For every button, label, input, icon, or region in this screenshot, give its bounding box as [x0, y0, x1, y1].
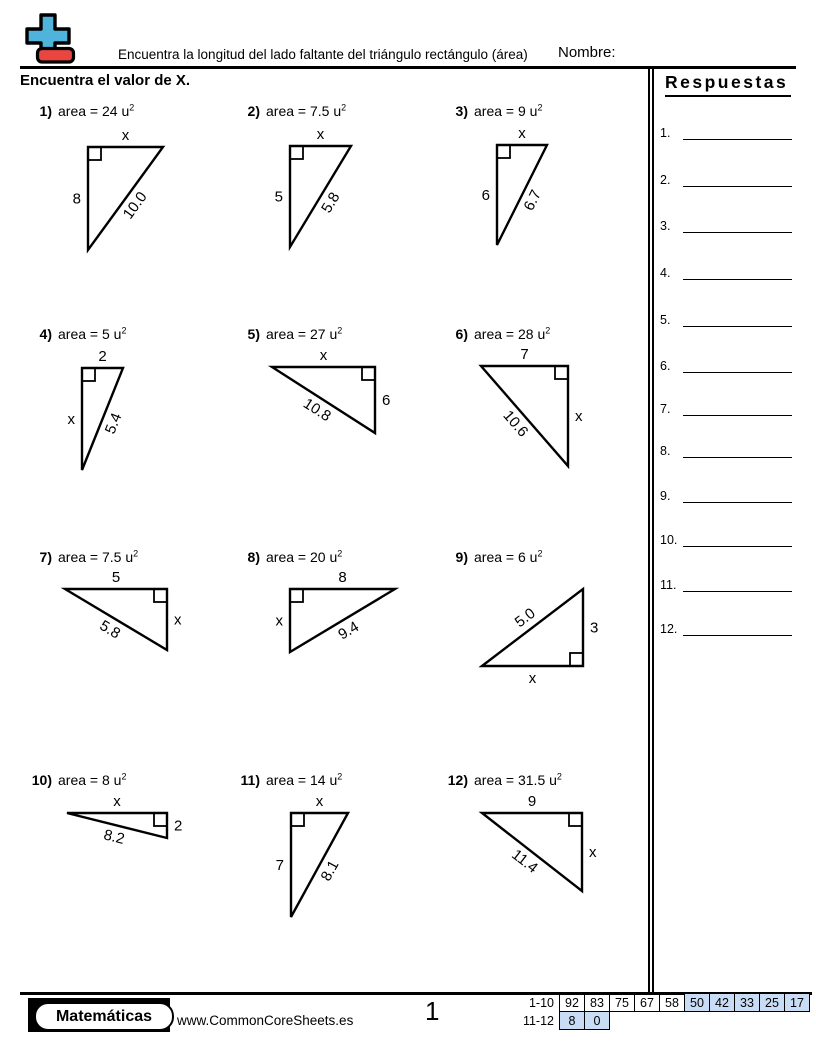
- triangle-outline: [65, 589, 167, 650]
- problem-header: [20, 771, 126, 788]
- problem-number: 6): [455, 325, 468, 342]
- score-cell: 92: [560, 994, 585, 1012]
- plus-minus-icon: [20, 11, 76, 66]
- triangle-label: x: [528, 670, 537, 687]
- triangle-label: x: [589, 844, 597, 861]
- triangle-outline: [482, 813, 582, 891]
- answers-separator: [648, 69, 654, 992]
- answer-blank-line: [683, 264, 792, 280]
- answer-number: 12.: [660, 622, 678, 636]
- answer-item: [660, 401, 792, 416]
- problem-number: 2): [247, 102, 260, 119]
- triangle-label: 8.2: [101, 826, 127, 848]
- triangle-label: x: [319, 347, 328, 364]
- answer-item: [660, 312, 792, 327]
- worksheet-title: Encuentra la longitud del lado faltante del triángulo rectángulo (área): [118, 47, 528, 62]
- triangle-label: 8: [338, 569, 347, 586]
- problem-header: [20, 102, 134, 119]
- answer-number: 3.: [660, 219, 671, 233]
- triangle-label: 5: [111, 569, 121, 586]
- problem-header: [436, 102, 542, 119]
- right-angle-marker: [569, 813, 582, 826]
- answer-number: 10.: [660, 533, 678, 547]
- triangle-label: 5.0: [511, 604, 539, 632]
- right-angle-marker: [88, 147, 101, 160]
- problem-area-text: area = 20 $u^2$: [266, 548, 343, 565]
- right-angle-marker: [290, 589, 303, 602]
- answer-number: 9.: [660, 489, 671, 503]
- problem-number: 12): [447, 771, 468, 788]
- triangle-outline: [88, 147, 163, 250]
- problem-header: [20, 325, 126, 342]
- problem-area-text: area = 14 $u^2$: [266, 771, 343, 788]
- answer-blank-line: [683, 620, 792, 636]
- right-angle-marker: [497, 145, 510, 158]
- triangle-label: 5: [274, 188, 283, 206]
- triangle-figure: [242, 345, 405, 458]
- triangle-label: 11.4: [508, 846, 541, 877]
- triangle-figure: [52, 346, 153, 495]
- triangle-label: 8.1: [317, 857, 343, 884]
- problem-area-text: area = 27 $u^2$: [266, 325, 343, 342]
- answer-item: [660, 358, 792, 373]
- triangle-label: 6: [481, 187, 490, 204]
- triangle-label: x: [275, 612, 283, 630]
- answer-blank-line: [683, 357, 792, 373]
- triangle-figure: [451, 344, 598, 491]
- triangle-label: 3: [590, 619, 599, 637]
- answers-title: Respuestas: [665, 72, 791, 97]
- triangle-label: 7: [520, 346, 529, 363]
- problem-header: [436, 771, 562, 788]
- answer-blank-line: [683, 311, 792, 327]
- page-number: 1: [425, 996, 440, 1026]
- answer-item: [660, 621, 792, 636]
- triangle-figure: [260, 567, 425, 677]
- header-rule: [20, 66, 796, 69]
- score-table: [488, 993, 810, 1030]
- triangle-label: x: [518, 125, 526, 142]
- triangle-label: 9: [527, 793, 537, 810]
- triangle-label: 5.8: [96, 617, 124, 643]
- answer-number: 8.: [660, 444, 671, 458]
- score-row: [488, 1012, 810, 1030]
- score-row-label: 11-12: [522, 1013, 554, 1028]
- problem-header: [228, 325, 342, 342]
- score-row: [488, 994, 810, 1012]
- score-cell: 75: [610, 994, 635, 1012]
- triangle-label: x: [315, 793, 324, 810]
- triangle-figure: [35, 567, 197, 675]
- score-cell: 67: [635, 994, 660, 1012]
- answer-item: [660, 443, 792, 458]
- score-cell: 0: [585, 1012, 610, 1030]
- answer-item: [660, 125, 792, 140]
- problem-header: [436, 548, 542, 565]
- score-cell: 17: [785, 994, 810, 1012]
- answer-item: [660, 218, 792, 233]
- problem-header: [20, 548, 138, 565]
- problem-number: 11): [240, 771, 260, 788]
- score-cell: 50: [685, 994, 710, 1012]
- answer-number: 7.: [660, 402, 671, 416]
- website-url: www.CommonCoreSheets.es: [177, 1013, 354, 1028]
- triangle-figure: [260, 124, 381, 272]
- answer-blank-line: [683, 442, 792, 458]
- triangle-label: 2: [98, 348, 107, 365]
- answer-item: [660, 577, 792, 592]
- score-cell: 42: [710, 994, 735, 1012]
- problem-area-text: area = 28 $u^2$: [474, 325, 551, 342]
- answer-blank-line: [683, 124, 792, 140]
- right-angle-marker: [570, 653, 583, 666]
- triangle-label: 6.7: [520, 187, 546, 214]
- problem-area-text: area = 7.5 $u^2$: [58, 548, 139, 565]
- answer-number: 6.: [660, 359, 671, 373]
- problem-number: 7): [39, 548, 52, 565]
- answer-item: [660, 532, 792, 547]
- triangle-label: 2: [174, 817, 183, 835]
- answer-blank-line: [683, 400, 792, 416]
- score-cell: 8: [560, 1012, 585, 1030]
- problem-area-text: area = 6 $u^2$: [474, 548, 543, 565]
- triangle-label: x: [174, 611, 182, 629]
- right-angle-marker: [555, 366, 568, 379]
- problem-header: [228, 102, 346, 119]
- score-cell: 25: [760, 994, 785, 1012]
- right-angle-marker: [154, 589, 167, 602]
- problem-area-text: area = 9 $u^2$: [474, 102, 543, 119]
- name-label: Nombre:: [558, 44, 616, 61]
- triangle-label: 6: [382, 392, 391, 409]
- triangle-figure: [261, 791, 378, 942]
- answer-blank-line: [683, 217, 792, 233]
- answer-number: 1.: [660, 126, 671, 140]
- answer-blank-line: [683, 576, 792, 592]
- triangle-label: x: [575, 408, 583, 425]
- triangle-label: 8: [72, 190, 81, 208]
- triangle-outline: [481, 366, 568, 466]
- answer-number: 5.: [660, 313, 671, 327]
- triangle-figure: [37, 791, 197, 863]
- answer-blank-line: [683, 171, 792, 187]
- problem-number: 9): [455, 548, 468, 565]
- right-angle-marker: [154, 813, 167, 826]
- brand-logo: [28, 998, 170, 1032]
- problem-area-text: area = 7.5 $u^2$: [266, 102, 347, 119]
- answer-item: [660, 265, 792, 280]
- triangle-label: 10.8: [300, 395, 334, 426]
- right-angle-marker: [291, 813, 304, 826]
- triangle-label: 10.0: [119, 188, 151, 223]
- problem-number: 8): [247, 548, 260, 565]
- answer-item: [660, 488, 792, 503]
- problem-area-text: area = 31.5 $u^2$: [474, 771, 562, 788]
- answer-number: 2.: [660, 173, 671, 187]
- right-angle-marker: [82, 368, 95, 381]
- triangle-label: x: [113, 793, 121, 810]
- problem-header: [228, 548, 342, 565]
- score-cell: 83: [585, 994, 610, 1012]
- answer-item: [660, 172, 792, 187]
- triangle-outline: [482, 589, 583, 666]
- triangle-figure: [452, 791, 612, 916]
- answer-blank-line: [683, 487, 792, 503]
- problem-number: 1): [39, 102, 52, 119]
- triangle-label: 5.4: [101, 410, 126, 437]
- answer-number: 4.: [660, 266, 671, 280]
- triangle-label: 10.6: [499, 407, 532, 441]
- score-cell: 58: [660, 994, 685, 1012]
- problem-number: 3): [455, 102, 468, 119]
- triangle-figure: [467, 123, 577, 270]
- triangle-figure: [58, 125, 193, 275]
- triangle-outline: [290, 146, 351, 247]
- triangle-label: 7: [275, 857, 284, 874]
- triangle-figure: [452, 567, 613, 691]
- problem-header: [436, 325, 550, 342]
- problem-header: [228, 771, 342, 788]
- problem-number: 4): [39, 325, 52, 342]
- right-angle-marker: [290, 146, 303, 159]
- instruction-text: Encuentra el valor de X.: [20, 72, 191, 89]
- brand-logo-label: Matemáticas: [34, 1002, 174, 1031]
- triangle-label: 5.8: [318, 189, 344, 217]
- problem-area-text: area = 8 $u^2$: [58, 771, 127, 788]
- problem-area-text: area = 5 $u^2$: [58, 325, 127, 342]
- problem-number: 10): [31, 771, 52, 788]
- problem-number: 5): [247, 325, 260, 342]
- triangle-label: x: [67, 411, 75, 428]
- triangle-label: x: [121, 127, 130, 144]
- right-angle-marker: [362, 367, 375, 380]
- triangle-label: x: [316, 126, 325, 143]
- answer-number: 11.: [660, 578, 677, 592]
- answer-blank-line: [683, 531, 792, 547]
- score-cell: 33: [735, 994, 760, 1012]
- triangle-label: 9.4: [335, 618, 362, 644]
- score-row-label: 1-10: [528, 995, 554, 1010]
- problem-area-text: area = 24 $u^2$: [58, 102, 135, 119]
